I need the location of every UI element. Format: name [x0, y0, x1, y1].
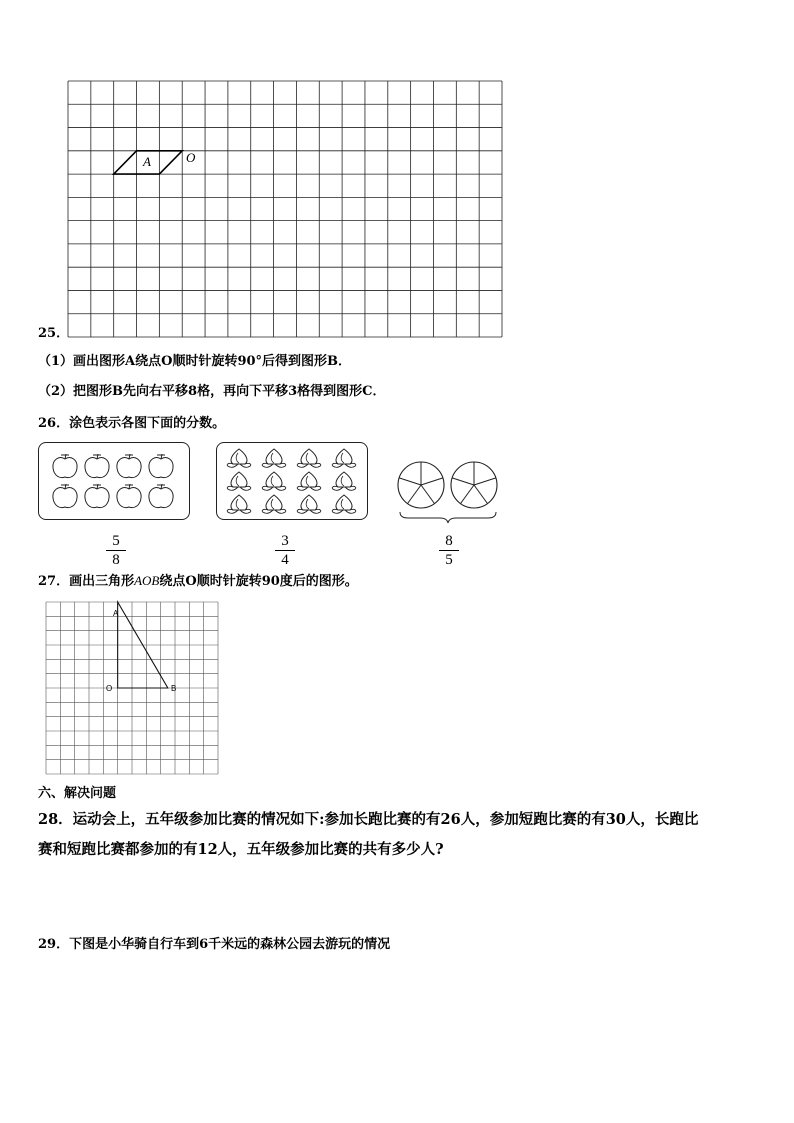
- circle-divided-5-icon: [451, 462, 497, 508]
- apple-icon: [85, 454, 109, 478]
- apple-icon: [117, 454, 141, 478]
- q27-grid: [46, 602, 218, 774]
- q25-number: 25．: [38, 326, 70, 341]
- q25-point-label: O: [186, 150, 196, 165]
- q28-line1: 28．运动会上，五年级参加比赛的情况如下:参加长跑比赛的有26人，参加短跑比赛的有30人，长跑比: [38, 811, 699, 828]
- apple-icon: [53, 454, 77, 478]
- apple-icon: [85, 484, 109, 508]
- fraction-3: 8 5: [439, 533, 459, 568]
- peach-icon: [262, 449, 286, 467]
- fraction-1: 5 8: [106, 533, 126, 568]
- section6-title: 六、解决问题: [38, 786, 117, 801]
- peach-icon: [227, 449, 251, 467]
- circle-divided-5-icon: [398, 462, 444, 508]
- fraction-2: 3 4: [275, 533, 295, 568]
- peach-icon: [262, 495, 286, 513]
- q25-part2: （2）把图形B先向右平移8格，再向下平移3格得到图形C．: [38, 384, 386, 399]
- q27-label-b: B: [171, 684, 177, 693]
- peach-icon: [297, 449, 321, 467]
- apple-icon: [53, 484, 77, 508]
- apple-icon: [117, 484, 141, 508]
- apple-icons: [39, 443, 189, 519]
- apple-panel: [38, 442, 190, 520]
- peach-icon: [297, 495, 321, 513]
- peach-icon: [332, 495, 356, 513]
- q28-line2: 赛和短跑比赛都参加的有12人，五年级参加比赛的共有多少人?: [38, 841, 444, 858]
- peach-panel: [216, 442, 368, 520]
- q27-label-o: O: [106, 684, 113, 693]
- peach-icon: [227, 472, 251, 490]
- peach-icon: [297, 472, 321, 490]
- peach-icon: [332, 449, 356, 467]
- brace-icon: [400, 512, 496, 523]
- peach-icon: [227, 495, 251, 513]
- apple-icon: [149, 454, 173, 478]
- q27-label-a: A: [113, 609, 119, 618]
- peach-icons: [217, 443, 367, 519]
- q26-prompt: 26．涂色表示各图下面的分数。: [38, 416, 226, 431]
- q25-part1: （1）画出图形A绕点O顺时针旋转90°后得到图形B．: [38, 354, 352, 369]
- circles-group: [394, 458, 504, 528]
- q25-shape-label: A: [143, 154, 151, 169]
- apple-icon: [149, 484, 173, 508]
- q29-prompt: 29．下图是小华骑自行车到6千米远的森林公园去游玩的情况: [38, 937, 391, 952]
- peach-icon: [332, 472, 356, 490]
- q27-prompt: 27．画出三角形AOB绕点O顺时针旋转90度后的图形。: [38, 573, 358, 589]
- peach-icon: [262, 472, 286, 490]
- q25-grid: [68, 81, 502, 337]
